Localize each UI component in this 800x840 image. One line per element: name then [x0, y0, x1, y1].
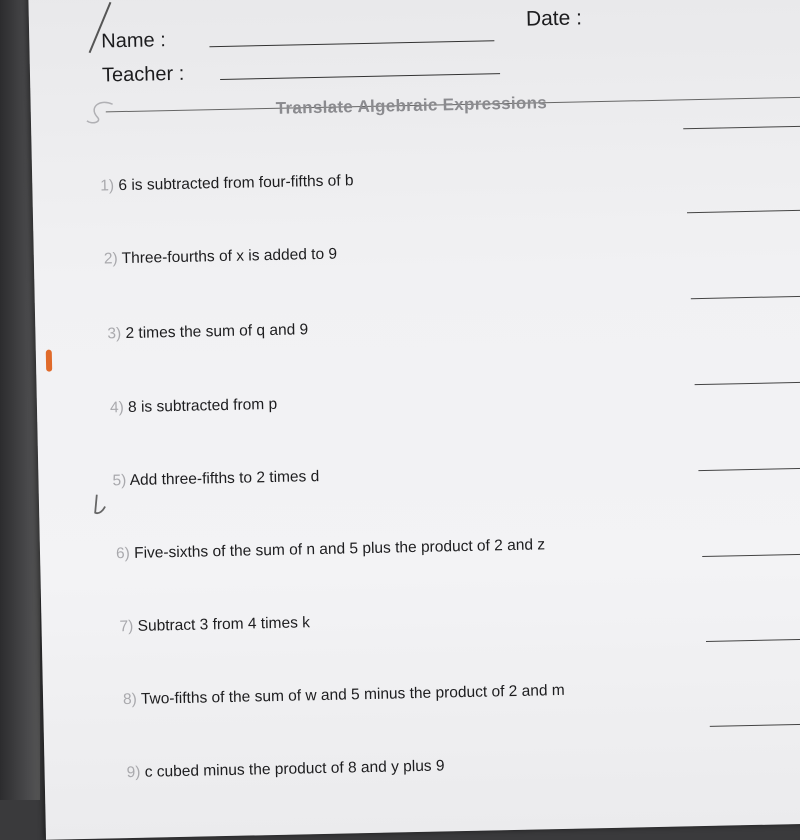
answer-line-6[interactable]	[702, 553, 800, 557]
date-label: Date :	[525, 6, 583, 31]
name-label: Name :	[101, 29, 166, 53]
question-text: Three-fourths of x is added to 9	[121, 245, 338, 268]
answer-line-3[interactable]	[691, 295, 800, 299]
answer-line-1[interactable]	[683, 126, 800, 130]
question-number: 8)	[122, 690, 138, 709]
teacher-label: Teacher :	[101, 62, 185, 87]
question-8	[123, 682, 565, 709]
question-number: 4)	[109, 399, 124, 417]
question-text: c cubed minus the product of 8 and y plus 9	[144, 757, 445, 781]
question-7	[119, 614, 310, 636]
question-text: Subtract 3 from 4 times k	[137, 614, 311, 635]
question-9	[126, 757, 444, 782]
teacher-field-line[interactable]	[220, 73, 500, 80]
answer-line-4[interactable]	[695, 381, 800, 385]
answer-line-5[interactable]	[698, 467, 800, 471]
worksheet-paper	[28, 0, 800, 840]
answer-line-2[interactable]	[687, 210, 800, 214]
pencil-check-mark	[87, 490, 118, 521]
question-text: 2 times the sum of q and 9	[125, 321, 309, 343]
question-number: 6)	[115, 544, 131, 563]
question-2	[104, 246, 338, 269]
question-4	[110, 396, 277, 417]
question-text: Two-fifths of the sum of w and 5 minus the product of 2 and m	[140, 681, 565, 708]
question-text: Add three-fifths to 2 times d	[129, 468, 320, 489]
question-5	[112, 468, 319, 490]
orange-marker-dot	[46, 350, 52, 372]
question-number: 7)	[119, 617, 134, 636]
name-field-line[interactable]	[209, 40, 494, 47]
question-3	[107, 321, 308, 343]
question-text: Five-sixths of the sum of n and 5 plus the product of 2 and z	[133, 536, 546, 562]
question-number: 3)	[107, 325, 122, 343]
question-1	[100, 172, 354, 195]
question-number: 2)	[103, 250, 118, 268]
question-number: 5)	[112, 472, 127, 490]
pencil-scribble-mark	[82, 96, 123, 127]
question-text: 6 is subtracted from four-fifths of b	[118, 172, 354, 195]
worksheet-title: Translate Algebraic Expressions	[275, 93, 548, 118]
question-6	[116, 536, 545, 563]
question-number: 1)	[100, 177, 115, 195]
answer-line-8[interactable]	[710, 723, 800, 727]
question-number: 9)	[126, 763, 141, 782]
answer-line-7[interactable]	[706, 638, 800, 642]
question-text: 8 is subtracted from p	[127, 395, 278, 416]
